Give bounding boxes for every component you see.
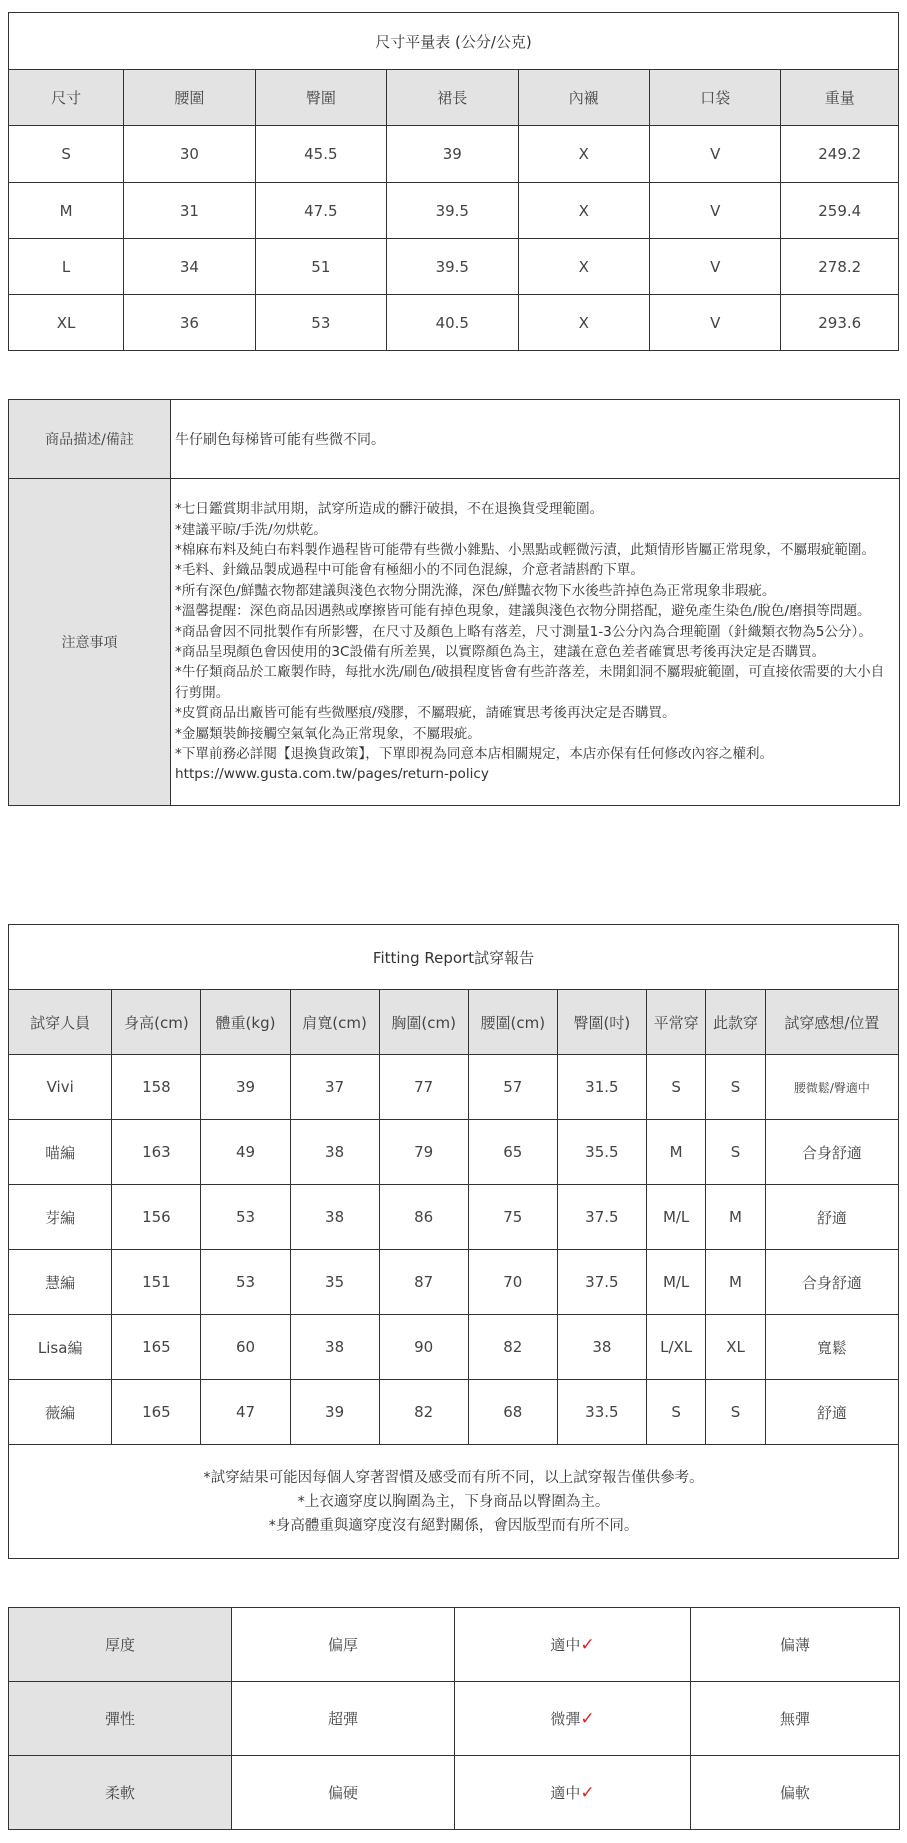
- fitting-cell: M: [706, 1250, 765, 1315]
- checkmark-icon: ✓: [580, 1709, 595, 1729]
- size-header-cell: 臀圍: [255, 70, 386, 126]
- notes-table: [8, 399, 900, 806]
- fitting-cell: 163: [112, 1120, 201, 1185]
- fitting-cell: L/XL: [646, 1315, 705, 1380]
- size-cell: L: [9, 239, 124, 295]
- fitting-cell: 68: [468, 1380, 557, 1445]
- checkmark-icon: ✓: [580, 1635, 595, 1655]
- size-cell: X: [518, 126, 649, 183]
- feel-option-label: 偏薄: [779, 1636, 810, 1654]
- fitting-header-cell: 胸圍(cm): [379, 990, 468, 1055]
- note-item: *皮質商品出廠皆可能有些微壓痕/殘膠，不屬瑕疵，請確實思考後再決定是否購買。: [175, 705, 676, 722]
- note-item: *商品呈現顏色會因使用的3C設備有所差異，以實際顏色為主，建議在意色差者確實思考後再決定是否購買。: [175, 644, 826, 660]
- fitting-cell: S: [706, 1380, 765, 1445]
- size-cell: X: [518, 183, 649, 239]
- fitting-row: [9, 1315, 899, 1380]
- feel-option: [455, 1756, 691, 1830]
- feel-option: [232, 1756, 455, 1830]
- fitting-header-cell: 平常穿: [646, 990, 705, 1055]
- size-cell: 30: [124, 126, 255, 183]
- fitting-header-cell: 臀圍(吋): [557, 990, 646, 1055]
- fitting-cell: Lisa編: [9, 1315, 112, 1380]
- size-cell: 36: [124, 295, 255, 351]
- fitting-cell: 165: [112, 1380, 201, 1445]
- size-cell: 45.5: [255, 126, 386, 183]
- fitting-cell: 喵編: [9, 1120, 112, 1185]
- fitting-cell: S: [706, 1120, 765, 1185]
- note-item: *所有深色/鮮豔衣物都建議與淺色衣物分開洗滌，深色/鮮豔衣物下水後些許掉色為正常現象非瑕疵。: [175, 582, 776, 599]
- fitting-cell: 薇編: [9, 1380, 112, 1445]
- fitting-cell: M: [706, 1185, 765, 1250]
- fitting-cell: 151: [112, 1250, 201, 1315]
- fitting-cell: 37: [290, 1055, 379, 1120]
- fitting-cell: 65: [468, 1120, 557, 1185]
- fitting-cell: S: [706, 1055, 765, 1120]
- fitting-cell: 33.5: [557, 1380, 646, 1445]
- size-header-cell: 尺寸: [9, 70, 124, 126]
- size-cell: 34: [124, 239, 255, 295]
- note-item: *商品會因不同批製作有所影響，在尺寸及顏色上略有落差，尺寸測量1-3公分內為合理範圍（針織類衣物為5公分）。: [175, 623, 872, 640]
- fitting-cell: 82: [468, 1315, 557, 1380]
- fitting-report-title: Fitting Report試穿報告: [9, 925, 899, 990]
- fitting-header-cell: 腰圍(cm): [468, 990, 557, 1055]
- size-cell: X: [518, 295, 649, 351]
- size-cell: V: [649, 183, 780, 239]
- size-cell: 259.4: [781, 183, 899, 239]
- size-header-cell: 腰圍: [124, 70, 255, 126]
- size-cell: XL: [9, 295, 124, 351]
- note-item: *建議平晾/手洗/勿烘乾。: [175, 521, 327, 538]
- fitting-cell: 合身舒適: [765, 1120, 898, 1185]
- fitting-cell: 合身舒適: [765, 1250, 898, 1315]
- fitting-cell: 156: [112, 1185, 201, 1250]
- fitting-header-cell: 試穿感想/位置: [765, 990, 898, 1055]
- size-header-cell: 重量: [781, 70, 899, 126]
- size-table-title: 尺寸平量表 (公分/公克): [9, 13, 899, 70]
- size-cell: 39: [387, 126, 518, 183]
- feel-label: 彈性: [9, 1682, 232, 1756]
- fitting-cell: 39: [290, 1380, 379, 1445]
- feel-option: [691, 1682, 900, 1756]
- fitting-header-cell: 試穿人員: [9, 990, 112, 1055]
- fitting-cell: XL: [706, 1315, 765, 1380]
- feel-option-label: 偏厚: [327, 1636, 358, 1654]
- size-cell: 278.2: [781, 239, 899, 295]
- fitting-cell: S: [646, 1055, 705, 1120]
- feel-option-label: 微彈: [550, 1710, 581, 1728]
- size-row: [9, 239, 899, 295]
- size-row: [9, 126, 899, 183]
- fitting-report-header-row: [9, 990, 899, 1055]
- feel-option-label: 適中: [550, 1784, 581, 1802]
- fitting-header-cell: 肩寬(cm): [290, 990, 379, 1055]
- fitting-cell: 慧編: [9, 1250, 112, 1315]
- fitting-cell: 47: [201, 1380, 290, 1445]
- feel-option-label: 超彈: [327, 1710, 358, 1728]
- fitting-report-table: [8, 924, 899, 1559]
- fitting-footnote: *身高體重與適穿度沒有絕對關係，會因版型而有所不同。: [268, 1517, 639, 1534]
- feel-option: [455, 1608, 691, 1682]
- note-item: *七日鑑賞期非試用期，試穿所造成的髒汙破損，不在退換貨受理範圍。: [175, 501, 604, 518]
- fitting-cell: 38: [290, 1315, 379, 1380]
- fitting-row: [9, 1250, 899, 1315]
- note-item: *下單前務必詳閱【退換貨政策】，下單即視為同意本店相關規定，本店亦保有任何修改內容之權利。https://www.gusta.com.tw/pages/return-policy: [175, 746, 774, 783]
- size-cell: M: [9, 183, 124, 239]
- size-cell: 39.5: [387, 239, 518, 295]
- fitting-footnote: *上衣適穿度以胸圍為主，下身商品以臀圍為主。: [297, 1493, 610, 1510]
- fitting-row: [9, 1185, 899, 1250]
- fitting-cell: 57: [468, 1055, 557, 1120]
- fitting-cell: 75: [468, 1185, 557, 1250]
- fitting-cell: M: [646, 1120, 705, 1185]
- fitting-cell: 53: [201, 1250, 290, 1315]
- fitting-footnote: *試穿結果可能因每個人穿著習慣及感受而有所不同，以上試穿報告僅供參考。: [203, 1469, 704, 1486]
- fitting-cell: Vivi: [9, 1055, 112, 1120]
- fitting-cell: M/L: [646, 1250, 705, 1315]
- feel-option: [232, 1608, 455, 1682]
- note-item: *牛仔類商品於工廠製作時，每批水洗/刷色/破損程度皆會有些許落差，未開釦洞不屬瑕疵範圍，可直接依需要的大小自行剪開。: [175, 664, 885, 701]
- fitting-cell: 寬鬆: [765, 1315, 898, 1380]
- fitting-cell: 舒適: [765, 1380, 898, 1445]
- size-cell: V: [649, 126, 780, 183]
- size-cell: 51: [255, 239, 386, 295]
- feel-row: [9, 1756, 900, 1830]
- size-header-cell: 口袋: [649, 70, 780, 126]
- note-item: *棉麻布料及純白布料製作過程皆可能帶有些微小雜點、小黑點或輕微污漬，此類情形皆屬正常現象，不屬瑕疵範圍。: [175, 541, 876, 558]
- fitting-row: [9, 1380, 899, 1445]
- fitting-cell: 37.5: [557, 1250, 646, 1315]
- fitting-report-footnotes: [9, 1445, 899, 1559]
- size-table-header-row: [9, 70, 899, 126]
- fitting-row: [9, 1120, 899, 1185]
- fitting-cell: M/L: [646, 1185, 705, 1250]
- size-cell: 249.2: [781, 126, 899, 183]
- fitting-row: [9, 1055, 899, 1120]
- size-cell: S: [9, 126, 124, 183]
- size-row: [9, 295, 899, 351]
- fitting-cell: 79: [379, 1120, 468, 1185]
- feel-option-label: 無彈: [779, 1710, 810, 1728]
- description-text: 牛仔刷色每梯皆可能有些微不同。: [171, 400, 900, 479]
- fitting-cell: 39: [201, 1055, 290, 1120]
- size-cell: 39.5: [387, 183, 518, 239]
- feel-row: [9, 1682, 900, 1756]
- feel-row: [9, 1608, 900, 1682]
- feel-option: [691, 1608, 900, 1682]
- feel-label: 柔軟: [9, 1756, 232, 1830]
- size-cell: 47.5: [255, 183, 386, 239]
- fitting-cell: 38: [290, 1185, 379, 1250]
- size-row: [9, 183, 899, 239]
- fitting-cell: 35.5: [557, 1120, 646, 1185]
- note-item: *溫馨提醒：深色商品因遇熱或摩擦皆可能有掉色現象，建議與淺色衣物分開搭配，避免產生染色/脫色/磨損等問題。: [175, 603, 871, 620]
- notes-label: 注意事項: [9, 479, 171, 806]
- fitting-cell: 35: [290, 1250, 379, 1315]
- note-item: *金屬類裝飾接觸空氣氧化為正常現象，不屬瑕疵。: [175, 725, 481, 742]
- fitting-cell: 31.5: [557, 1055, 646, 1120]
- fitting-cell: 165: [112, 1315, 201, 1380]
- fitting-cell: 49: [201, 1120, 290, 1185]
- fitting-cell: 70: [468, 1250, 557, 1315]
- fitting-cell: 38: [557, 1315, 646, 1380]
- fitting-cell: 87: [379, 1250, 468, 1315]
- fitting-cell: 77: [379, 1055, 468, 1120]
- size-cell: X: [518, 239, 649, 295]
- fitting-cell: 腰微鬆/臀適中: [765, 1055, 898, 1120]
- feel-label: 厚度: [9, 1608, 232, 1682]
- fitting-cell: 60: [201, 1315, 290, 1380]
- fitting-cell: 86: [379, 1185, 468, 1250]
- size-cell: V: [649, 295, 780, 351]
- fitting-cell: 38: [290, 1120, 379, 1185]
- size-header-cell: 裙長: [387, 70, 518, 126]
- fitting-cell: 舒適: [765, 1185, 898, 1250]
- size-cell: 31: [124, 183, 255, 239]
- checkmark-icon: ✓: [580, 1783, 595, 1803]
- feel-option: [455, 1682, 691, 1756]
- fitting-cell: 37.5: [557, 1185, 646, 1250]
- size-cell: V: [649, 239, 780, 295]
- size-cell: 293.6: [781, 295, 899, 351]
- fitting-cell: 53: [201, 1185, 290, 1250]
- feel-option: [691, 1756, 900, 1830]
- fabric-feel-table: [8, 1607, 900, 1830]
- note-item: *毛料、針織品製成過程中可能會有極細小的不同色混線，介意者請斟酌下單。: [175, 562, 644, 579]
- fitting-cell: 芽編: [9, 1185, 112, 1250]
- fitting-cell: 158: [112, 1055, 201, 1120]
- size-cell: 40.5: [387, 295, 518, 351]
- feel-option-label: 適中: [550, 1636, 581, 1654]
- size-table: [8, 12, 899, 351]
- description-label: 商品描述/備註: [9, 400, 171, 479]
- notes-list: [171, 479, 900, 806]
- fitting-cell: 90: [379, 1315, 468, 1380]
- size-cell: 53: [255, 295, 386, 351]
- fitting-header-cell: 此款穿: [706, 990, 765, 1055]
- feel-option-label: 偏硬: [327, 1784, 358, 1802]
- size-header-cell: 內襯: [518, 70, 649, 126]
- feel-option-label: 偏軟: [779, 1784, 810, 1802]
- fitting-cell: S: [646, 1380, 705, 1445]
- fitting-cell: 82: [379, 1380, 468, 1445]
- feel-option: [232, 1682, 455, 1756]
- fitting-header-cell: 體重(kg): [201, 990, 290, 1055]
- fitting-header-cell: 身高(cm): [112, 990, 201, 1055]
